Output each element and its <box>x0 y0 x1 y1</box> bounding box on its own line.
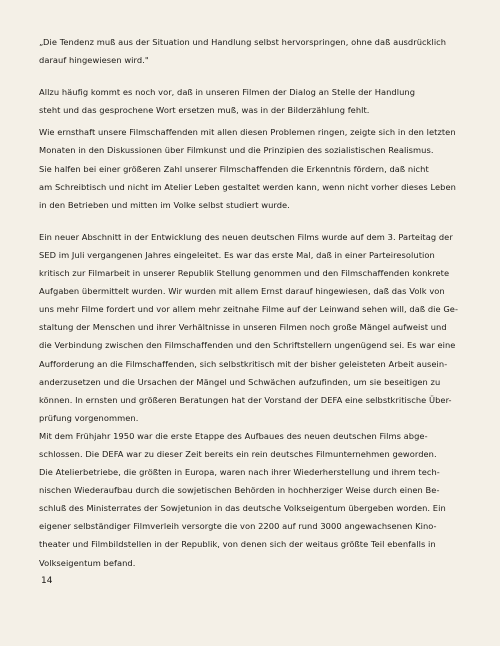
page-number: 14 <box>41 576 53 586</box>
text-line: staltung der Menschen und ihrer Verhältnisse in unseren Filmen noch große Mängel aufweist und <box>39 322 447 333</box>
text-line: theater und Filmbildstellen in der Republik, von denen sich der weitaus größte Teil ebenfalls in <box>39 539 436 550</box>
text-line: prüfung vorgenommen. <box>39 412 139 423</box>
text-line: „Die Tendenz muß aus der Situation und Handlung selbst hervorspringen, ohne daß ausdrücklich <box>39 37 447 47</box>
text-line: Aufgaben übermittelt wurden. Wir wurden mit allem Ernst darauf hingewiesen, daß das Volk von <box>39 286 445 297</box>
text-line: Wie ernsthaft unsere Filmschaffenden mit allen diesen Problemen ringen, zeigte sich in den letzten <box>39 127 456 138</box>
text-line: nischen Wiederaufbau durch die sowjetischen Behörden in hochherziger Weise durch einen Be- <box>39 485 440 496</box>
text-line: steht und das gesprochene Wort ersetzen muß, was in der Bilderzählung fehlt. <box>39 105 370 116</box>
text-line: Allzu häufig kommt es noch vor, daß in unseren Filmen der Dialog an Stelle der Handlung <box>39 87 416 98</box>
text-line: Ein neuer Abschnitt in der Entwicklung des neuen deutschen Films wurde auf dem 3. Parteitag der <box>39 231 453 242</box>
text-line: Sie halfen bei einer größeren Zahl unserer Filmschaffenden die Erkenntnis fördern, daß nicht <box>39 163 429 174</box>
paragraph <box>39 123 459 213</box>
paragraph <box>39 427 459 572</box>
text-line: Monaten in den Diskussionen über Filmkunst und die Prinzipien des sozialistischen Realismus. <box>39 145 434 156</box>
text-line: die Verbindung zwischen den Filmschaffenden und den Schriftstellern ungenügend sei. Es war eine <box>39 340 456 351</box>
text-line: schluß des Ministerrates der Sowjetunion in das deutsche Volkseigentum übergeben worden. Ein <box>39 503 446 514</box>
text-line: schlossen. Die DEFA war zu dieser Zeit bereits ein rein deutsches Filmunternehmen geworden. <box>39 448 437 459</box>
text-line: darauf hingewiesen wird." <box>39 55 149 66</box>
text-line: in den Betrieben und mitten im Volke selbst studiert wurde. <box>39 199 290 210</box>
text-line: kritisch zur Filmarbeit in unserer Republik Stellung genommen und den Filmschaffenden konkrete <box>39 268 450 279</box>
body-text <box>39 33 459 572</box>
text-line: am Schreibtisch und nicht im Atelier Leben gestaltet werden kann, wenn nicht vorher dieses Leben <box>39 181 456 192</box>
quote-paragraph <box>39 33 459 69</box>
text-line: Aufforderung an die Filmschaffenden, sich selbstkritisch mit der bisher geleisteten Arbeit ausein- <box>39 358 448 369</box>
text-line: anderzusetzen und die Ursachen der Mängel und Schwächen aufzufinden, um sie beseitigen zu <box>39 376 441 387</box>
text-line: Mit dem Frühjahr 1950 war die erste Etappe des Aufbaues des neuen deutschen Films abge- <box>39 430 428 441</box>
text-line: eigener selbständiger Filmverleih versorgte die von 2200 auf rund 3000 angewachsenen Kino- <box>39 521 437 532</box>
paragraph <box>39 83 459 119</box>
paragraph <box>39 228 459 427</box>
text-line: Die Atelierbetriebe, die größten in Europa, waren nach ihrer Wiederherstellung und ihrem tech- <box>39 467 440 478</box>
text-line: SED im Juli vergangenen Jahres eingeleitet. Es war das erste Mal, daß in einer Parteiresolution <box>39 249 435 260</box>
text-line: können. In ernsten und größeren Beratungen hat der Vorstand der DEFA eine selbstkritische Über- <box>39 394 452 405</box>
text-line: uns mehr Filme fordert und vor allem mehr zeitnahe Filme auf der Leinwand sehen will, daß die Ge- <box>39 304 459 315</box>
text-line: Volkseigentum befand. <box>39 557 136 568</box>
